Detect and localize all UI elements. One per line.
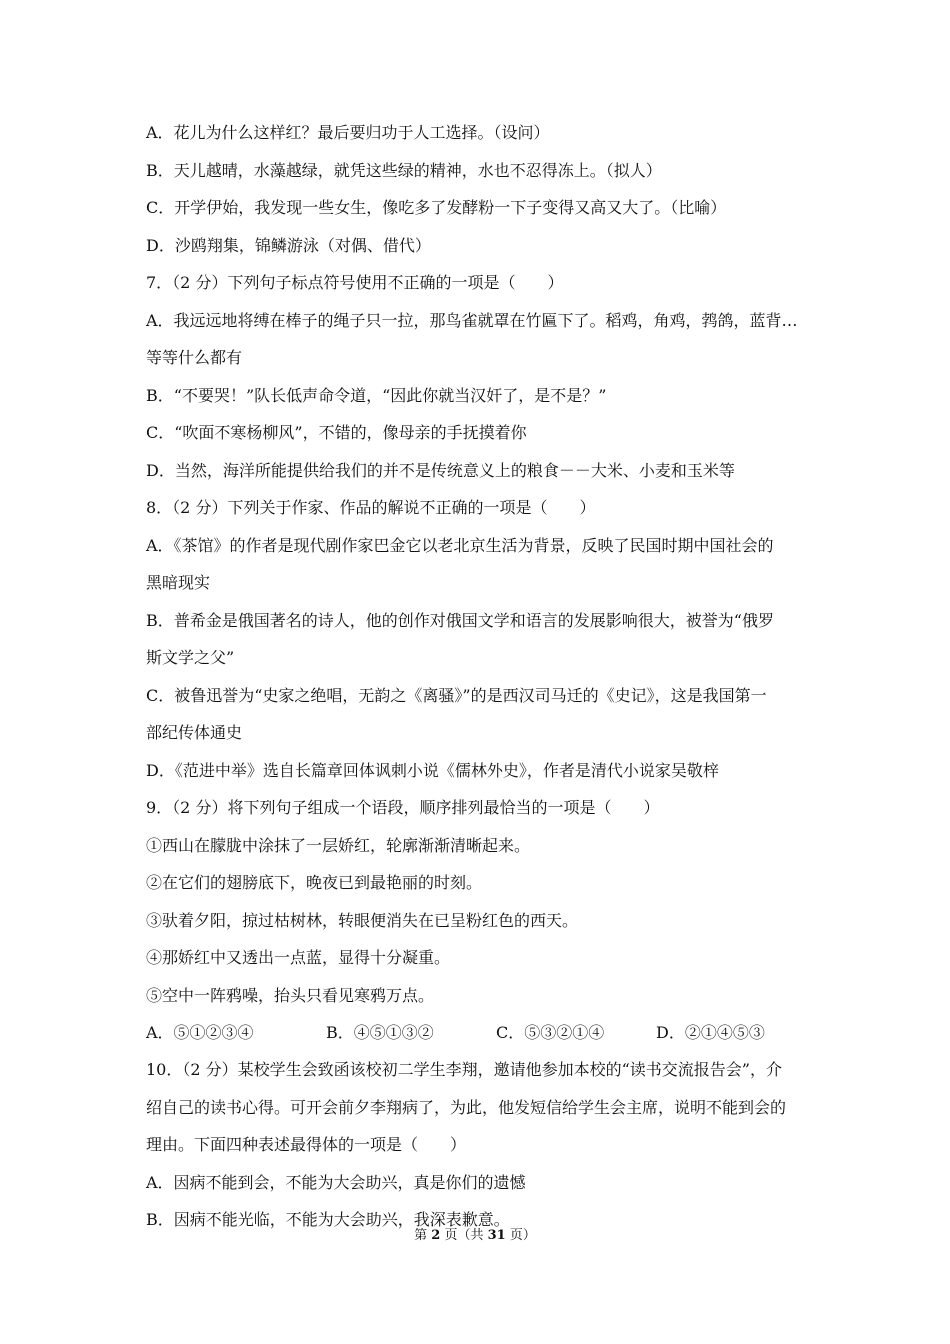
text-line: ②在它们的翅膀底下，晚夜已到最艳丽的时刻。: [146, 873, 483, 892]
text-line: B．因病不能光临，不能为大会助兴，我深表歉意。: [146, 1210, 510, 1229]
text-line: D．《范进中举》选自长篇章回体讽刺小说《儒林外史》，作者是清代小说家吴敬梓: [146, 761, 719, 780]
text-line: B．天儿越晴，水藻越绿，就凭这些绿的精神，水也不忍得冻上。（拟人）: [146, 161, 662, 180]
text-line: A．因病不能到会，不能为大会助兴，真是你们的遗憾: [146, 1173, 526, 1192]
text-line: ③驮着夕阳，掠过枯树林，转眼便消失在已呈粉红色的西天。: [146, 911, 579, 930]
text-line: A．花儿为什么这样红？最后要归功于人工选择。（设问）: [146, 123, 550, 142]
text-line: 斯文学之父”: [146, 648, 235, 667]
text-line: ④那娇红中又透出一点蓝，显得十分凝重。: [146, 948, 451, 967]
text-line: C．开学伊始，我发现一些女生，像吃多了发酵粉一下子变得又高又大了。（比喻）: [146, 198, 727, 217]
text-line: ①西山在朦胧中涂抹了一层娇红，轮廓渐渐清晰起来。: [146, 836, 531, 855]
text-line: B．“不要哭！”队长低声命令道，“因此你就当汉奸了，是不是？”: [146, 386, 607, 405]
footer-prefix: 第: [414, 1228, 432, 1243]
text-line: 等等什么都有: [146, 348, 243, 367]
text-line: B．普希金是俄国著名的诗人，他的创作对俄国文学和语言的发展影响很大，被誉为“俄罗: [146, 611, 774, 630]
text-line: ⑤空中一阵鸦噪，抬头只看见寒鸦万点。: [146, 986, 435, 1005]
question-7-stem: 7．（2 分）下列句子标点符号使用不正确的一项是（ ）: [146, 273, 564, 292]
text-line: A．我远远地将缚在棒子的绳子只一拉，那鸟雀就罩在竹匾下了。稻鸡，角鸡，鹁鸽，蓝背…: [146, 311, 798, 330]
text-line: D．沙鸥翔集，锦鳞游泳（对偶、借代）: [146, 236, 431, 255]
question-9-stem: 9．（2 分）将下列句子组成一个语段，顺序排列最恰当的一项是（ ）: [146, 798, 660, 817]
footer-middle: 页（共: [440, 1228, 488, 1243]
total-page-count: 31: [487, 1228, 506, 1243]
text-line: 绍自己的读书心得。可开会前夕李翔病了，为此，他发短信给学生会主席，说明不能到会的: [146, 1098, 787, 1117]
text-line: A．《茶馆》的作者是现代剧作家巴金它以老北京生活为背景，反映了民国时期中国社会的: [146, 536, 774, 555]
question-10-stem: 10．（2 分）某校学生会致函该校初二学生李翔，邀请他参加本校的“读书交流报告会”，介: [146, 1060, 782, 1079]
text-line: 理由。下面四种表述最得体的一项是（ ）: [146, 1135, 467, 1154]
current-page-number: 2: [431, 1228, 441, 1243]
text-line: C．“吹面不寒杨柳风”，不错的，像母亲的手抚摸着你: [146, 423, 527, 442]
text-line: D．当然，海洋所能提供给我们的并不是传统意义上的粮食－－大米、小麦和玉米等: [146, 461, 735, 480]
question-8-stem: 8．（2 分）下列关于作家、作品的解说不正确的一项是（ ）: [146, 498, 596, 517]
text-line: 部纪传体通史: [146, 723, 243, 742]
option-d: D．②①④⑤③: [656, 1023, 765, 1042]
text-line: 黑暗现实: [146, 573, 211, 592]
text-line: C．被鲁迅誉为“史家之绝唱，无韵之《离骚》”的是西汉司马迁的《史记》，这是我国第一: [146, 686, 767, 705]
option-b: B．④⑤①③②: [326, 1023, 434, 1042]
page-footer: [0, 1227, 950, 1245]
footer-suffix: 页）: [505, 1228, 536, 1243]
option-a: A．⑤①②③④: [146, 1023, 254, 1042]
option-c: C．⑤③②①④: [496, 1023, 605, 1042]
